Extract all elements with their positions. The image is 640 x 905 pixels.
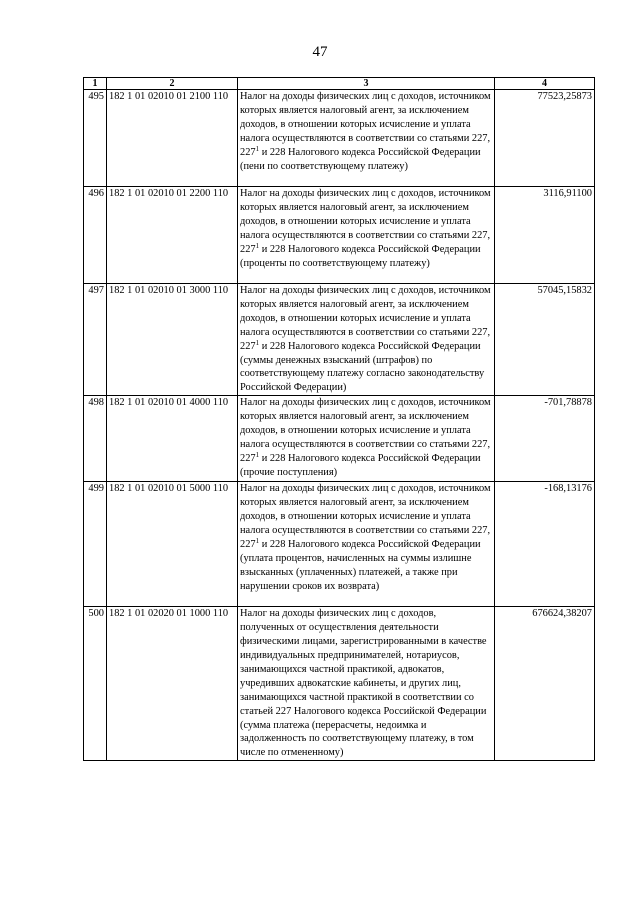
column-header-2: 2	[107, 78, 238, 90]
revenue-name-text: Налог на доходы физических лиц с доходов, источником которых является налоговый агент, за исключением доходов, в отношении которых исчисление и уплата налога осуществляются в соответствии со статьями 227, 227	[240, 91, 491, 158]
revenue-code: 182 1 01 02010 01 4000 110	[107, 396, 238, 482]
revenue-name	[238, 284, 495, 396]
amount: 57045,15832	[495, 284, 595, 396]
amount: -701,78878	[495, 396, 595, 482]
column-header-3: 3	[238, 78, 495, 90]
page-number: 47	[312, 44, 328, 60]
revenue-name-text-tail: и 228 Налогового кодекса Российской Федерации (пени по соответствующему платежу)	[240, 146, 481, 172]
column-header-1: 1	[84, 78, 107, 90]
revenue-code: 182 1 01 02010 01 2200 110	[107, 187, 238, 284]
revenue-name-superscript: 1	[255, 241, 260, 250]
table-row	[84, 396, 595, 482]
table-row	[84, 187, 595, 284]
revenue-name-text-tail: и 228 Налогового кодекса Российской Федерации (суммы денежных взысканий (штрафов) по соответствующему платежу согласно законодательству Российской Федерации)	[240, 340, 485, 394]
revenue-name-superscript: 1	[255, 450, 260, 459]
revenue-name-text: Налог на доходы физических лиц с доходов, источником которых является налоговый агент, за исключением доходов, в отношении которых исчисление и уплата налога осуществляются в соответствии со статьями 227, 227	[240, 188, 491, 255]
column-header-4: 4	[495, 78, 595, 90]
revenue-code: 182 1 01 02020 01 1000 110	[107, 607, 238, 761]
revenue-name	[238, 90, 495, 187]
table-row	[84, 607, 595, 761]
revenue-name-text: Налог на доходы физических лиц с доходов, источником которых является налоговый агент, за исключением доходов, в отношении которых исчисление и уплата налога осуществляются в соответствии со статьями 227, 227	[240, 483, 491, 550]
revenue-name	[238, 482, 495, 607]
row-number: 495	[84, 90, 107, 187]
revenue-name-text-tail: и 228 Налогового кодекса Российской Федерации (уплата процентов, начисленных на суммы излишне взысканных (уплаченных) платежей, а также при нарушении сроков их возврата)	[240, 538, 481, 592]
revenue-name-text-tail: и 228 Налогового кодекса Российской Федерации (проценты по соответствующему платежу)	[240, 243, 481, 269]
row-number: 499	[84, 482, 107, 607]
row-number: 498	[84, 396, 107, 482]
revenue-code: 182 1 01 02010 01 2100 110	[107, 90, 238, 187]
table-header-row	[84, 78, 595, 90]
amount: 3116,91100	[495, 187, 595, 284]
revenue-name-superscript: 1	[255, 536, 260, 545]
budget-revenue-table	[83, 77, 595, 761]
revenue-name	[238, 396, 495, 482]
revenue-code: 182 1 01 02010 01 3000 110	[107, 284, 238, 396]
revenue-name	[238, 187, 495, 284]
revenue-name-text: Налог на доходы физических лиц с доходов, источником которых является налоговый агент, за исключением доходов, в отношении которых исчисление и уплата налога осуществляются в соответствии со статьями 227, 227	[240, 397, 491, 464]
table-body	[84, 90, 595, 761]
row-number: 500	[84, 607, 107, 761]
row-number: 497	[84, 284, 107, 396]
revenue-name-text: Налог на доходы физических лиц с доходов, источником которых является налоговый агент, за исключением доходов, в отношении которых исчисление и уплата налога осуществляются в соответствии со статьями 227, 227	[240, 285, 491, 352]
revenue-code: 182 1 01 02010 01 5000 110	[107, 482, 238, 607]
revenue-name-text-tail: и 228 Налогового кодекса Российской Федерации (прочие поступления)	[240, 452, 481, 478]
table-row	[84, 482, 595, 607]
amount: -168,13176	[495, 482, 595, 607]
revenue-name-superscript: 1	[255, 144, 260, 153]
amount: 676624,38207	[495, 607, 595, 761]
table-row	[84, 284, 595, 396]
amount: 77523,25873	[495, 90, 595, 187]
revenue-name-text: Налог на доходы физических лиц с доходов, полученных от осуществления деятельности физическими лицами, зарегистрированными в качестве индивидуальных предпринимателей, нотариусов, занимающихся частной практикой, адвокатов, учредивших адвокатские кабинеты, и других лиц, занимающихся частной практикой в соответствии со статьей 227 Налогового кодекса Российской Федерации (сумма платежа (перерасчеты, недоимка и задолженность по соответствующему платежу, в том числе по отмененному)	[240, 608, 487, 759]
revenue-name-superscript: 1	[255, 338, 260, 347]
table-row	[84, 90, 595, 187]
revenue-name	[238, 607, 495, 761]
row-number: 496	[84, 187, 107, 284]
